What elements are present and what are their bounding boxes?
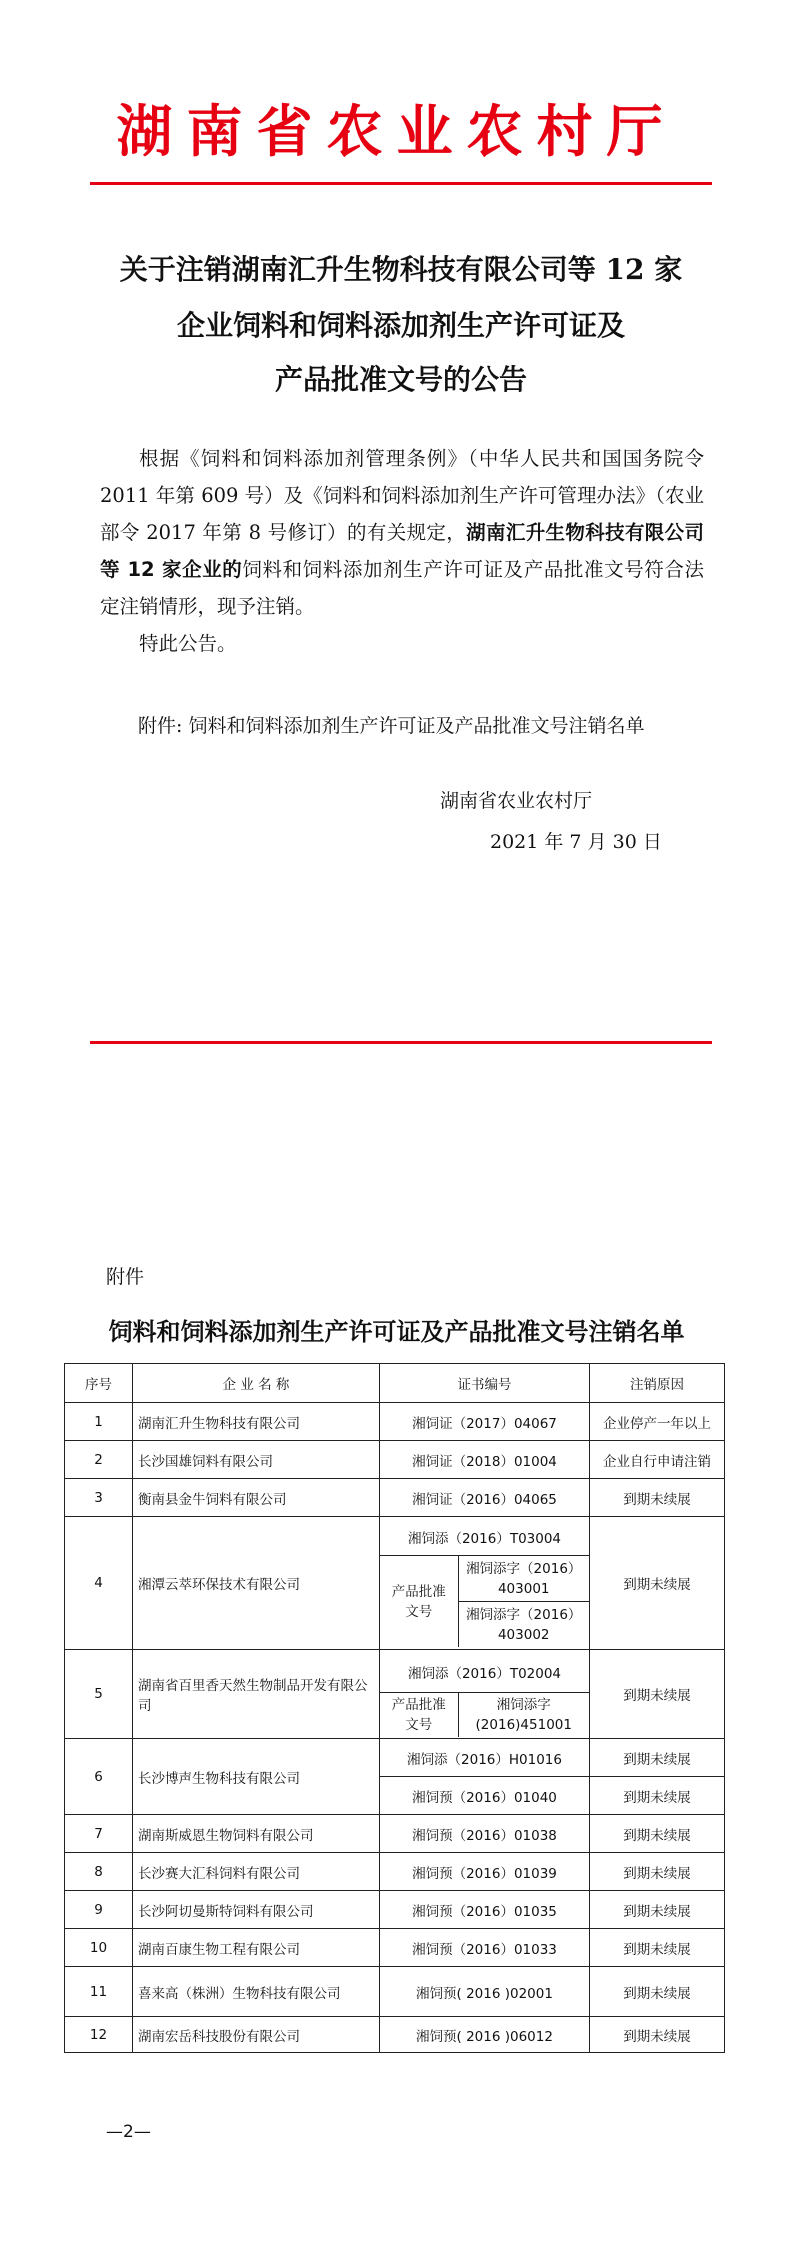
approval-label: 产品批准文号 <box>380 1556 458 1648</box>
row-reason: 到期未续展 <box>590 1777 725 1815</box>
row-company: 长沙赛大汇科饲料有限公司 <box>133 1853 380 1891</box>
row-no: 4 <box>65 1517 133 1650</box>
row-reason: 到期未续展 <box>590 1517 725 1650</box>
row-company: 湘潭云萃环保技术有限公司 <box>133 1517 380 1650</box>
row-no: 1 <box>65 1403 133 1441</box>
attachment-note: 附件: 饲料和饲料添加剂生产许可证及产品批准文号注销名单 <box>138 715 645 737</box>
table-row <box>65 1479 725 1517</box>
table-row <box>65 1967 725 2017</box>
row-reason: 到期未续展 <box>590 1739 725 1777</box>
row-company: 长沙博声生物科技有限公司 <box>133 1739 380 1815</box>
row-cert: 湘饲预（2016）01035 <box>380 1891 590 1929</box>
notice-title-line-3: 产品批准文号的公告 <box>274 363 527 396</box>
row-company: 长沙国雄饲料有限公司 <box>133 1441 380 1479</box>
row-reason: 到期未续展 <box>590 1479 725 1517</box>
footer-red-line <box>90 1041 712 1044</box>
revocation-table <box>64 1363 725 2053</box>
row-no: 12 <box>65 2017 133 2053</box>
row-reason: 到期未续展 <box>590 1929 725 1967</box>
row-reason: 到期未续展 <box>590 1967 725 2017</box>
table-row <box>65 1650 725 1739</box>
row-no: 7 <box>65 1815 133 1853</box>
row-cert: 湘饲添（2016）T03004 <box>380 1519 589 1556</box>
notice-title-line-1: 关于注销湖南汇升生物科技有限公司等 12 家 <box>119 253 683 286</box>
body-text-part-2: 饲料和饲料添加剂生产许可证及产品批准文号符合法定注销情形，现予注销。 <box>100 558 704 618</box>
row-cert-block <box>380 1650 590 1739</box>
notice-body <box>100 440 704 662</box>
page-number: —2— <box>106 2122 151 2142</box>
row-reason: 到期未续展 <box>590 1891 725 1929</box>
row-no: 9 <box>65 1891 133 1929</box>
signature-org: 湖南省农业农村厅 <box>440 790 593 812</box>
row-reason: 企业停产一年以上 <box>590 1403 725 1441</box>
row-no: 11 <box>65 1967 133 2017</box>
header-cert: 证书编号 <box>380 1364 590 1403</box>
row-company: 湖南宏岳科技股份有限公司 <box>133 2017 380 2053</box>
row-company: 长沙阿切曼斯特饲料有限公司 <box>133 1891 380 1929</box>
row-cert: 湘饲添（2016）H01016 <box>380 1739 590 1777</box>
row-company: 衡南县金牛饲料有限公司 <box>133 1479 380 1517</box>
row-reason: 到期未续展 <box>590 1853 725 1891</box>
row-no: 5 <box>65 1650 133 1739</box>
table-row <box>65 1441 725 1479</box>
row-cert: 湘饲证（2018）01004 <box>380 1441 590 1479</box>
table-row <box>65 1853 725 1891</box>
header-no: 序号 <box>65 1364 133 1403</box>
header-company: 企 业 名 称 <box>133 1364 380 1403</box>
body-text-part-1: 根据《饲料和饲料添加剂管理条例》（中华人民共和国国务院令 2011 年第 609 号）及《饲料和饲料添加剂生产许可管理办法》（农业部令 2017 年第 8 号修订）的有关规定， <box>100 447 704 544</box>
row-company: 湖南斯威恩生物饲料有限公司 <box>133 1815 380 1853</box>
notice-title-line-2: 企业饲料和饲料添加剂生产许可证及 <box>176 309 625 342</box>
table-row <box>65 1929 725 1967</box>
approval-number: 湘饲添字（2016）403001 <box>458 1556 589 1602</box>
row-cert: 湘饲证（2017）04067 <box>380 1403 590 1441</box>
row-company: 湖南汇升生物科技有限公司 <box>133 1403 380 1441</box>
row-reason: 到期未续展 <box>590 1650 725 1739</box>
row-no: 8 <box>65 1853 133 1891</box>
row-cert: 湘饲预( 2016 )06012 <box>380 2017 590 2053</box>
row-cert: 湘饲预（2016）01038 <box>380 1815 590 1853</box>
table-row <box>65 1739 725 1777</box>
attachment-label: 附件 <box>106 1266 145 1288</box>
row-no: 3 <box>65 1479 133 1517</box>
row-cert: 湘饲添（2016）T02004 <box>380 1652 589 1693</box>
row-no: 10 <box>65 1929 133 1967</box>
table-row <box>65 1891 725 1929</box>
row-company: 喜来高（株洲）生物科技有限公司 <box>133 1967 380 2017</box>
masthead-red-line <box>90 182 712 185</box>
row-reason: 到期未续展 <box>590 2017 725 2053</box>
row-cert: 湘饲证（2016）04065 <box>380 1479 590 1517</box>
row-reason: 到期未续展 <box>590 1815 725 1853</box>
approval-number: 湘饲添字（2016）403002 <box>466 1606 582 1643</box>
table-row <box>65 1815 725 1853</box>
table-row <box>65 2017 725 2053</box>
row-no: 2 <box>65 1441 133 1479</box>
body-paragraph-2: 特此公告。 <box>139 632 237 655</box>
body-highlight: 湖南汇升生物科技有限公司等 12 家企业的 <box>100 521 704 581</box>
row-cert: 湘饲预（2016）01033 <box>380 1929 590 1967</box>
row-reason: 企业自行申请注销 <box>590 1441 725 1479</box>
header-reason: 注销原因 <box>590 1364 725 1403</box>
row-cert: 湘饲预（2016）01039 <box>380 1853 590 1891</box>
attachment-title: 饲料和饲料添加剂生产许可证及产品批准文号注销名单 <box>108 1317 685 1346</box>
table-header-row <box>65 1364 725 1403</box>
table-row <box>65 1517 725 1650</box>
body-paragraph-1 <box>100 440 704 625</box>
signature-date: 2021 年 7 月 30 日 <box>490 831 662 853</box>
approval-label: 产品批准文号 <box>380 1692 458 1737</box>
row-cert: 湘饲预（2016）01040 <box>380 1777 590 1815</box>
row-cert-block <box>380 1517 590 1650</box>
row-company: 湖南省百里香天然生物制品开发有限公司 <box>133 1650 380 1739</box>
row-no: 6 <box>65 1739 133 1815</box>
row-company: 湖南百康生物工程有限公司 <box>133 1929 380 1967</box>
approval-number: 湘饲添字(2016)451001 <box>475 1696 572 1733</box>
table-row <box>65 1403 725 1441</box>
row-cert: 湘饲预( 2016 )02001 <box>380 1967 590 2017</box>
masthead: 湖南省农业农村厅 <box>116 100 677 165</box>
